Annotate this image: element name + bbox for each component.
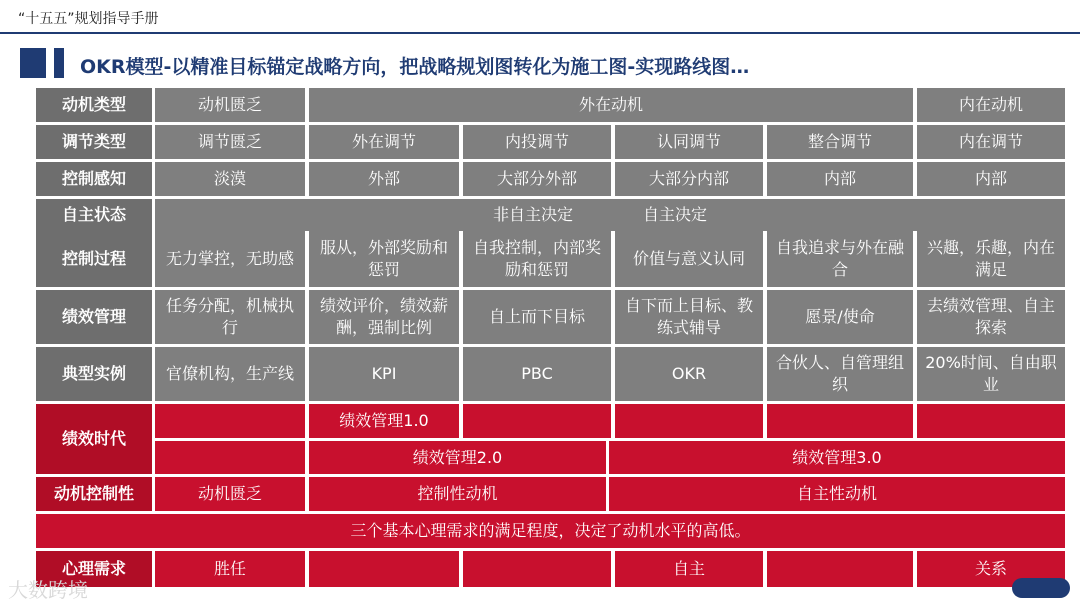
motive-control-autonomous: 自主性动机 — [609, 477, 1065, 511]
control-process-cell: 自我追求与外在融合 — [767, 231, 913, 287]
row-label-performance-management: 绩效管理 — [36, 290, 152, 344]
era-empty-cell — [463, 404, 611, 438]
motive-type-amotivation: 动机匮乏 — [155, 88, 305, 122]
autonomy-state-bar — [155, 199, 1065, 231]
control-perception-cell: 淡漠 — [155, 162, 305, 196]
autonomy-self-determined: 自主决定 — [643, 205, 708, 225]
reg-type-cell: 外在调节 — [309, 125, 459, 159]
era-performance-1: 绩效管理1.0 — [309, 404, 459, 438]
example-cell: KPI — [309, 347, 459, 401]
autonomy-non-self-determined: 非自主决定 — [493, 205, 574, 225]
example-cell: 官僚机构，生产线 — [155, 347, 305, 401]
row-label-motive-type: 动机类型 — [36, 88, 152, 122]
reg-type-cell: 认同调节 — [615, 125, 763, 159]
era-empty-cell — [155, 441, 305, 474]
control-perception-cell: 大部分内部 — [615, 162, 763, 196]
performance-management-cell: 绩效评价，绩效薪酬，强制比例 — [309, 290, 459, 344]
row-label-performance-era: 绩效时代 — [36, 404, 152, 474]
slide-heading: OKR模型-以精准目标锚定战略方向，把战略规划图转化为施工图-实现路线图… — [80, 56, 750, 78]
era-empty-cell — [767, 404, 913, 438]
reg-type-cell: 内在调节 — [917, 125, 1065, 159]
row-label-regulation-type: 调节类型 — [36, 125, 152, 159]
control-perception-cell: 外部 — [309, 162, 459, 196]
row-label-psychological-needs: 心理需求 — [36, 551, 152, 587]
performance-management-cell: 自下而上目标、教练式辅导 — [615, 290, 763, 344]
performance-management-cell: 愿景/使命 — [767, 290, 913, 344]
control-process-cell: 服从，外部奖励和惩罚 — [309, 231, 459, 287]
motive-control-controlled: 控制性动机 — [309, 477, 606, 511]
needs-relatedness: 关系 — [917, 551, 1065, 587]
watermark-logo: 大数跨境 — [8, 578, 88, 602]
row-label-control-process: 控制过程 — [36, 231, 152, 287]
era-performance-3: 绩效管理3.0 — [609, 441, 1065, 474]
row-label-control-perception: 控制感知 — [36, 162, 152, 196]
psychological-needs-note: 三个基本心理需求的满足程度，决定了动机水平的高低。 — [36, 514, 1065, 548]
needs-empty-cell — [463, 551, 611, 587]
control-process-cell: 自我控制，内部奖励和惩罚 — [463, 231, 611, 287]
motive-type-extrinsic: 外在动机 — [309, 88, 913, 122]
needs-empty-cell — [767, 551, 913, 587]
performance-management-cell: 任务分配，机械执行 — [155, 290, 305, 344]
needs-competence: 胜任 — [155, 551, 305, 587]
control-perception-cell: 大部分外部 — [463, 162, 611, 196]
row-label-motive-control: 动机控制性 — [36, 477, 152, 511]
row-label-autonomy-state: 自主状态 — [36, 199, 152, 231]
control-process-cell: 无力掌控，无助感 — [155, 231, 305, 287]
control-perception-cell: 内部 — [767, 162, 913, 196]
control-process-cell: 兴趣，乐趣，内在满足 — [917, 231, 1065, 287]
row-label-typical-examples: 典型实例 — [36, 347, 152, 401]
example-cell: 20%时间、自由职业 — [917, 347, 1065, 401]
heading-marker-square — [20, 48, 46, 78]
reg-type-cell: 内投调节 — [463, 125, 611, 159]
era-performance-2: 绩效管理2.0 — [309, 441, 606, 474]
example-cell: 合伙人、自管理组织 — [767, 347, 913, 401]
page-number-badge — [1012, 578, 1070, 598]
needs-autonomy: 自主 — [615, 551, 763, 587]
example-cell: PBC — [463, 347, 611, 401]
reg-type-cell: 整合调节 — [767, 125, 913, 159]
control-process-cell: 价值与意义认同 — [615, 231, 763, 287]
motive-control-amotivation: 动机匮乏 — [155, 477, 305, 511]
performance-management-cell: 自上而下目标 — [463, 290, 611, 344]
heading-marker-bar — [54, 48, 64, 78]
era-empty-cell — [155, 404, 305, 438]
performance-management-cell: 去绩效管理、自主探索 — [917, 290, 1065, 344]
era-empty-cell — [615, 404, 763, 438]
needs-empty-cell — [309, 551, 459, 587]
header-divider — [0, 32, 1080, 34]
reg-type-cell: 调节匮乏 — [155, 125, 305, 159]
document-title: “十五五”规划指导手册 — [18, 11, 159, 27]
control-perception-cell: 内部 — [917, 162, 1065, 196]
era-empty-cell — [917, 404, 1065, 438]
motive-type-intrinsic: 内在动机 — [917, 88, 1065, 122]
example-cell: OKR — [615, 347, 763, 401]
